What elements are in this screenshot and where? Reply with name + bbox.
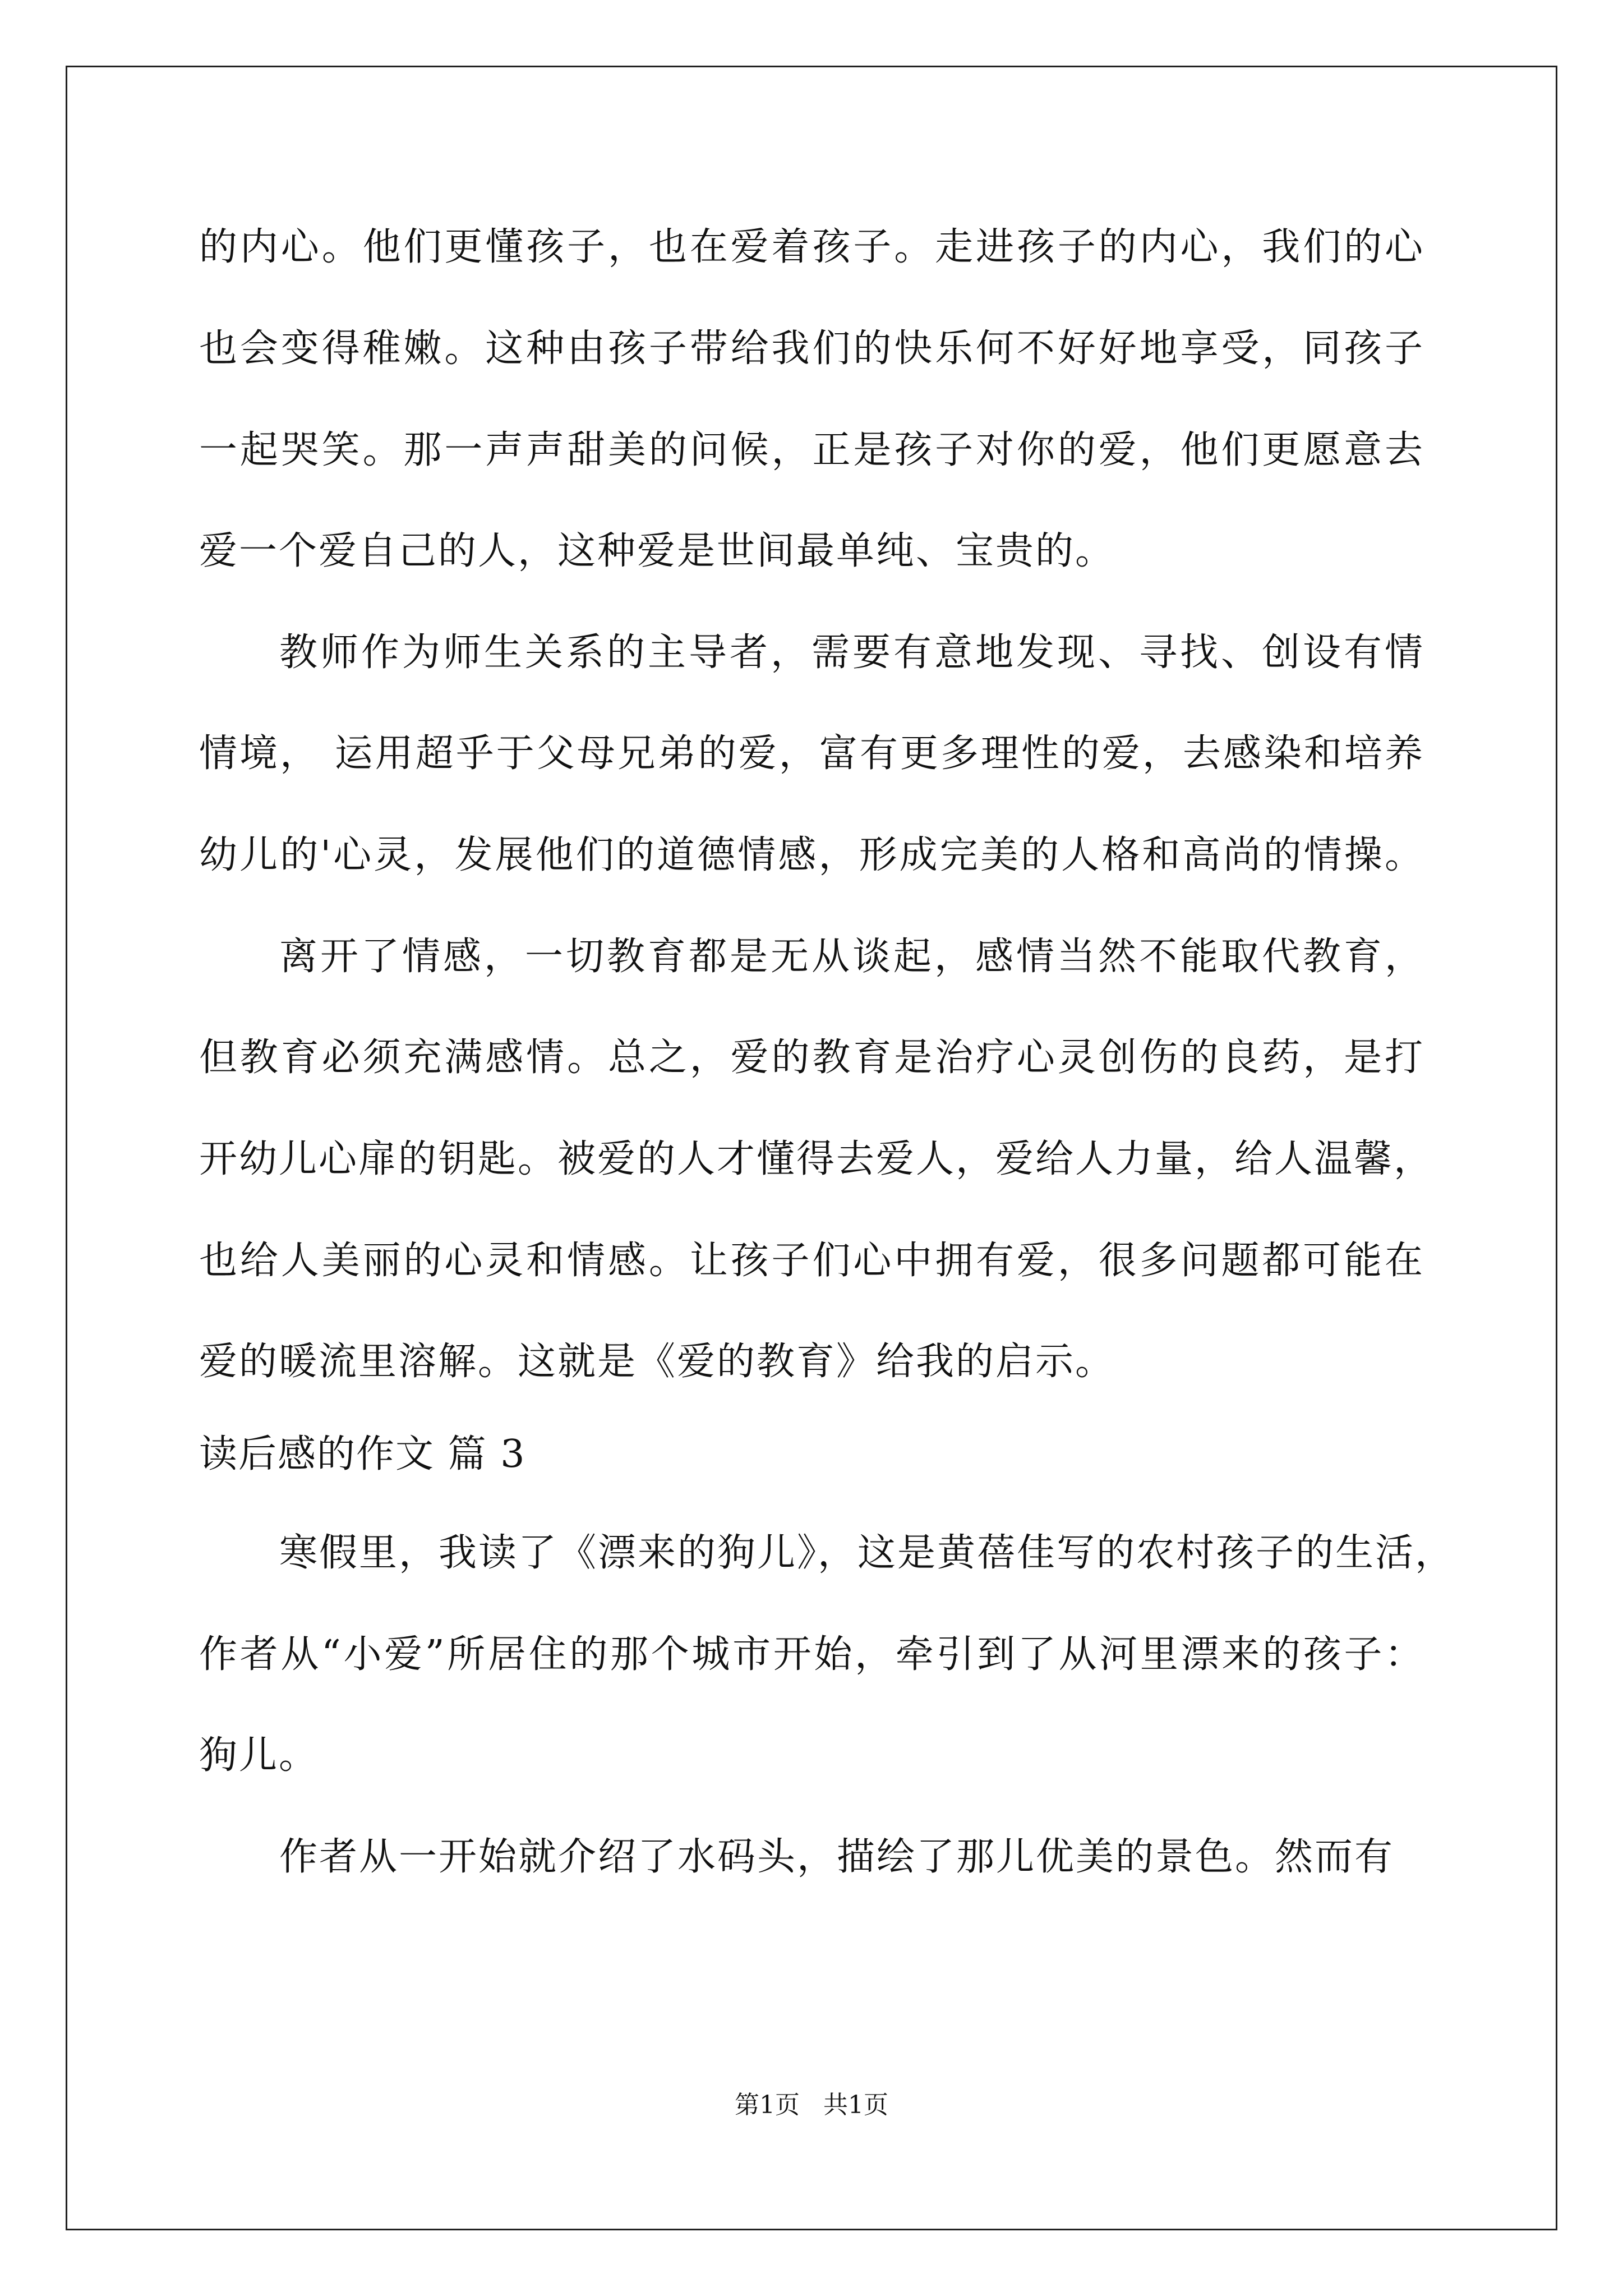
paragraph-line-13: 寒假里，我读了《漂来的狗儿》，这是黄蓓佳写的农村孩子的生活， [279,1531,1455,1575]
paragraph-line-9: 但教育必须充满感情。总之，爱的教育是治疗心灵创伤的良药，是打 [199,1036,1424,1080]
paragraph-line-10: 开幼儿心扉的钥匙。被爱的人才懂得去爱人，爱给人力量，给人温馨， [199,1137,1434,1181]
paragraph-line-12: 爱的暖流里溶解。这就是《爱的教育》给我的启示。 [199,1340,1115,1384]
paragraph-line-6: 情境， 运用超乎于父母兄弟的爱，富有更多理性的爱，去感染和培养 [199,731,1424,776]
paragraph-line-16: 作者从一开始就介绍了水码头，描绘了那儿优美的景色。然而有 [279,1835,1395,1879]
paragraph-line-3: 一起哭笑。那一声声甜美的问候，正是孩子对你的爱，他们更愿意去 [199,428,1424,472]
paragraph-line-2: 也会变得稚嫩。这种由孩子带给我们的快乐何不好好地享受，同孩子 [199,326,1424,371]
paragraph-line-1: 的内心。他们更懂孩子，也在爱着孩子。走进孩子的内心，我们的心 [199,225,1424,269]
paragraph-line-7: 幼儿的'心灵，发展他们的道德情感，形成完美的人格和高尚的情操。 [199,833,1424,877]
paragraph-line-5: 教师作为师生关系的主导者，需要有意地发现、寻找、创设有情 [279,631,1424,675]
page-number-footer: 第1页 共1页 [735,2091,888,2119]
paragraph-line-8: 离开了情感，一切教育都是无从谈起，感情当然不能取代教育， [279,935,1424,979]
paragraph-line-11: 也给人美丽的心灵和情感。让孩子们心中拥有爱，很多问题都可能在 [199,1239,1424,1283]
section-heading: 读后感的作文 篇 3 [199,1432,526,1476]
paragraph-line-4: 爱一个爱自己的人，这种爱是世间最单纯、宝贵的。 [199,529,1115,573]
paragraph-line-14: 作者从“小爱”所居住的那个城市开始，牵引到了从河里漂来的孩子： [199,1632,1424,1677]
paragraph-line-15: 狗儿。 [199,1733,319,1778]
